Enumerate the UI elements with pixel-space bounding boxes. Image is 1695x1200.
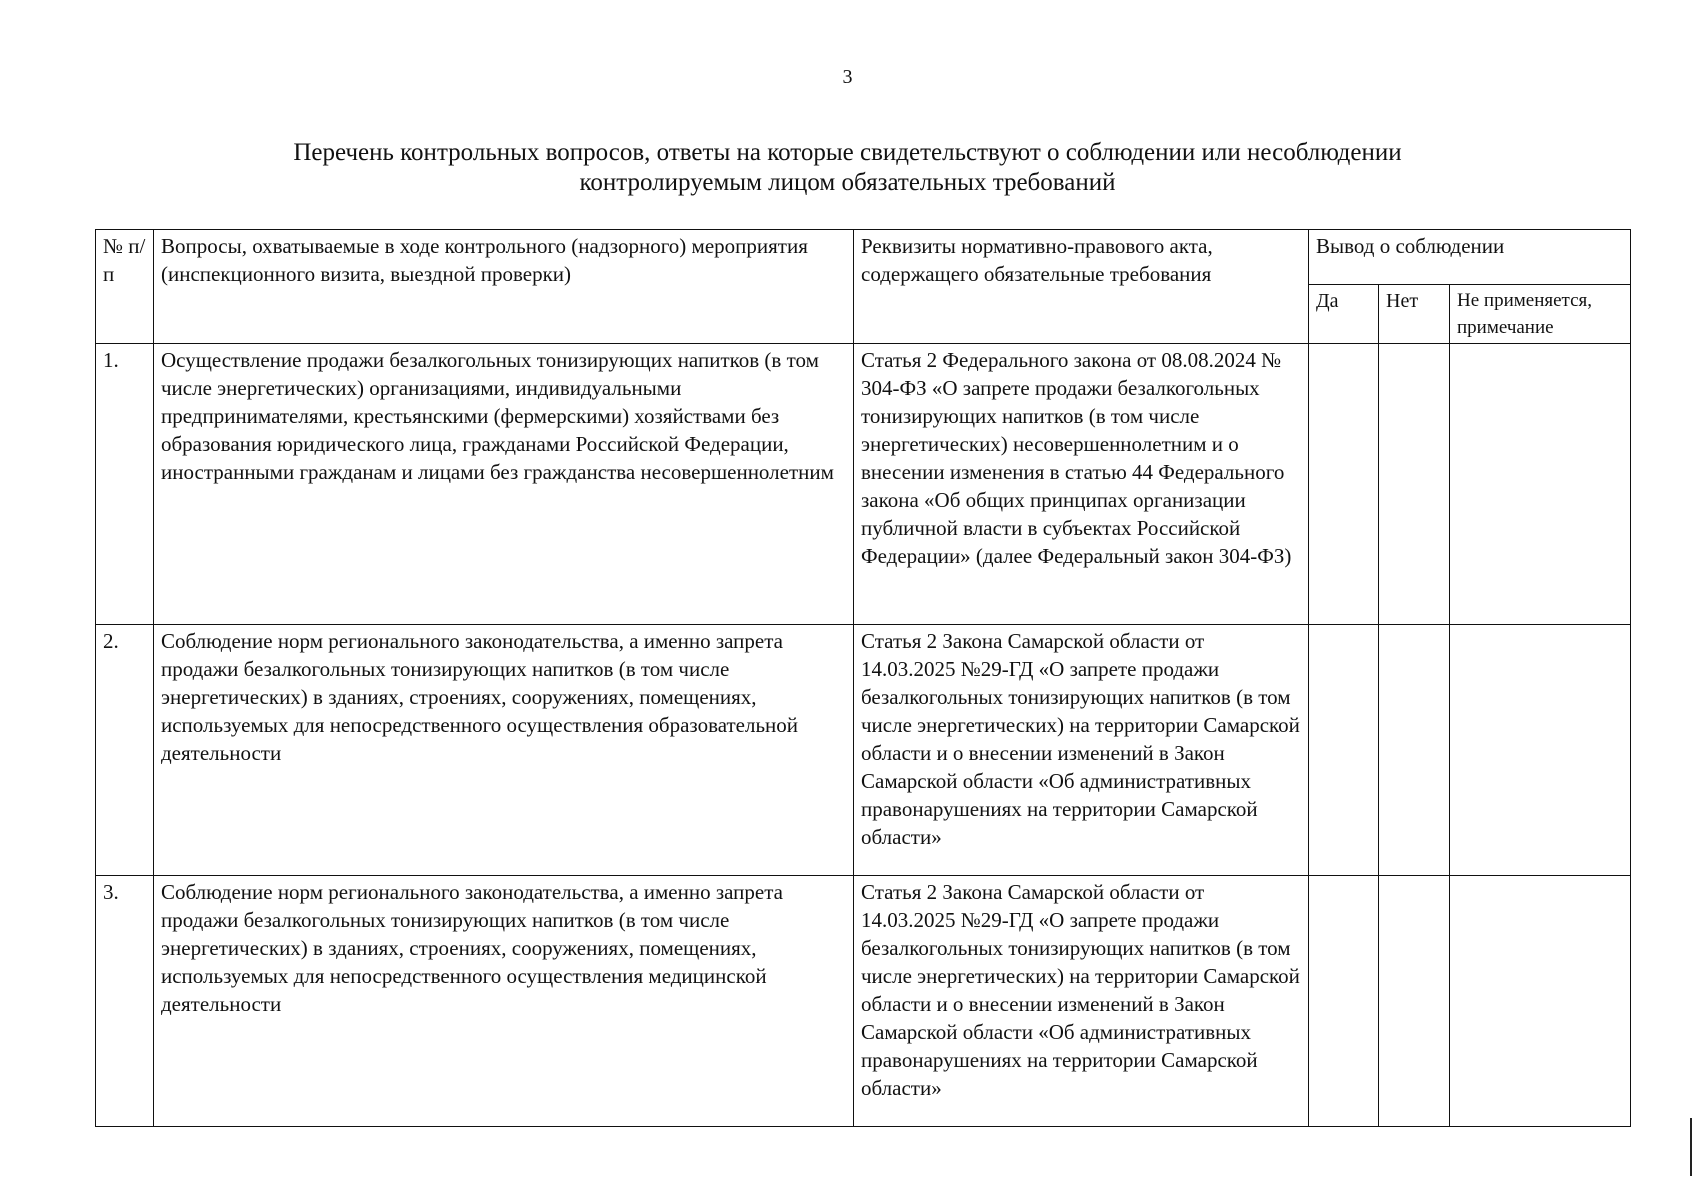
header-no: Нет — [1379, 285, 1450, 344]
header-conclusion: Вывод о соблюдении — [1309, 230, 1631, 285]
row-requisites: Статья 2 Закона Самарской области от 14.03.2025 №29-ГД «О запрете продажи безалкогольных тонизирующих напитков (в том числе энергетических) на территории Самарской области и о внесении изменений в Закон Самарской области «Об административных правонарушениях на территории Самарской области» — [854, 876, 1309, 1127]
checklist-table — [95, 229, 1631, 1127]
header-requisites: Реквизиты нормативно-правового акта, содержащего обязательные требования — [854, 230, 1309, 344]
document-title-line-1: Перечень контрольных вопросов, ответы на которые свидетельствуют о соблюдении или несоблюдении — [293, 139, 1402, 166]
document-title-line-2: контролируемым лицом обязательных требований — [579, 169, 1116, 196]
row-number: 2. — [96, 625, 154, 876]
row-yes-cell[interactable] — [1309, 625, 1379, 876]
row-yes-cell[interactable] — [1309, 876, 1379, 1127]
row-question: Соблюдение норм регионального законодательства, а именно запрета продажи безалкогольных тонизирующих напитков (в том числе энергетических) в зданиях, строениях, сооружениях, помещениях, используемых для непосредственного осуществления образовательной деятельности — [154, 625, 854, 876]
row-note-cell[interactable] — [1450, 344, 1631, 625]
table-row — [96, 344, 1631, 625]
row-requisites: Статья 2 Федерального закона от 08.08.2024 № 304-ФЗ «О запрете продажи безалкогольных тонизирующих напитков (в том числе энергетических) несовершеннолетним и о внесении изменения в статью 44 Федерального закона «Об общих принципах организации публичной власти в субъектах Российской Федерации» (далее Федеральный закон 304-ФЗ) — [854, 344, 1309, 625]
header-question: Вопросы, охватываемые в ходе контрольного (надзорного) мероприятия (инспекционного визита, выездной проверки) — [154, 230, 854, 344]
row-note-cell[interactable] — [1450, 625, 1631, 876]
table-header-row — [96, 230, 1631, 285]
document-title — [150, 138, 1545, 198]
table-row — [96, 625, 1631, 876]
row-yes-cell[interactable] — [1309, 344, 1379, 625]
row-no-cell[interactable] — [1379, 625, 1450, 876]
row-no-cell[interactable] — [1379, 876, 1450, 1127]
scan-margin-mark — [1690, 1118, 1692, 1176]
row-requisites: Статья 2 Закона Самарской области от 14.03.2025 №29-ГД «О запрете продажи безалкогольных тонизирующих напитков (в том числе энергетических) на территории Самарской области и о внесении изменений в Закон Самарской области «Об административных правонарушениях на территории Самарской области» — [854, 625, 1309, 876]
table-row — [96, 876, 1631, 1127]
row-note-cell[interactable] — [1450, 876, 1631, 1127]
header-number: № п/п — [96, 230, 154, 344]
row-number: 3. — [96, 876, 154, 1127]
row-number: 1. — [96, 344, 154, 625]
page-number: 3 — [842, 66, 853, 88]
header-yes: Да — [1309, 285, 1379, 344]
row-no-cell[interactable] — [1379, 344, 1450, 625]
header-not-applicable: Не применяется, примечание — [1450, 285, 1631, 344]
row-question: Соблюдение норм регионального законодательства, а именно запрета продажи безалкогольных тонизирующих напитков (в том числе энергетических) в зданиях, строениях, сооружениях, помещениях, используемых для непосредственного осуществления медицинской деятельности — [154, 876, 854, 1127]
row-question: Осуществление продажи безалкогольных тонизирующих напитков (в том числе энергетических) организациями, индивидуальными предпринимателями, крестьянскими (фермерскими) хозяйствами без образования юридического лица, гражданами Российской Федерации, иностранными гражданам и лицами без гражданства несовершеннолетним — [154, 344, 854, 625]
